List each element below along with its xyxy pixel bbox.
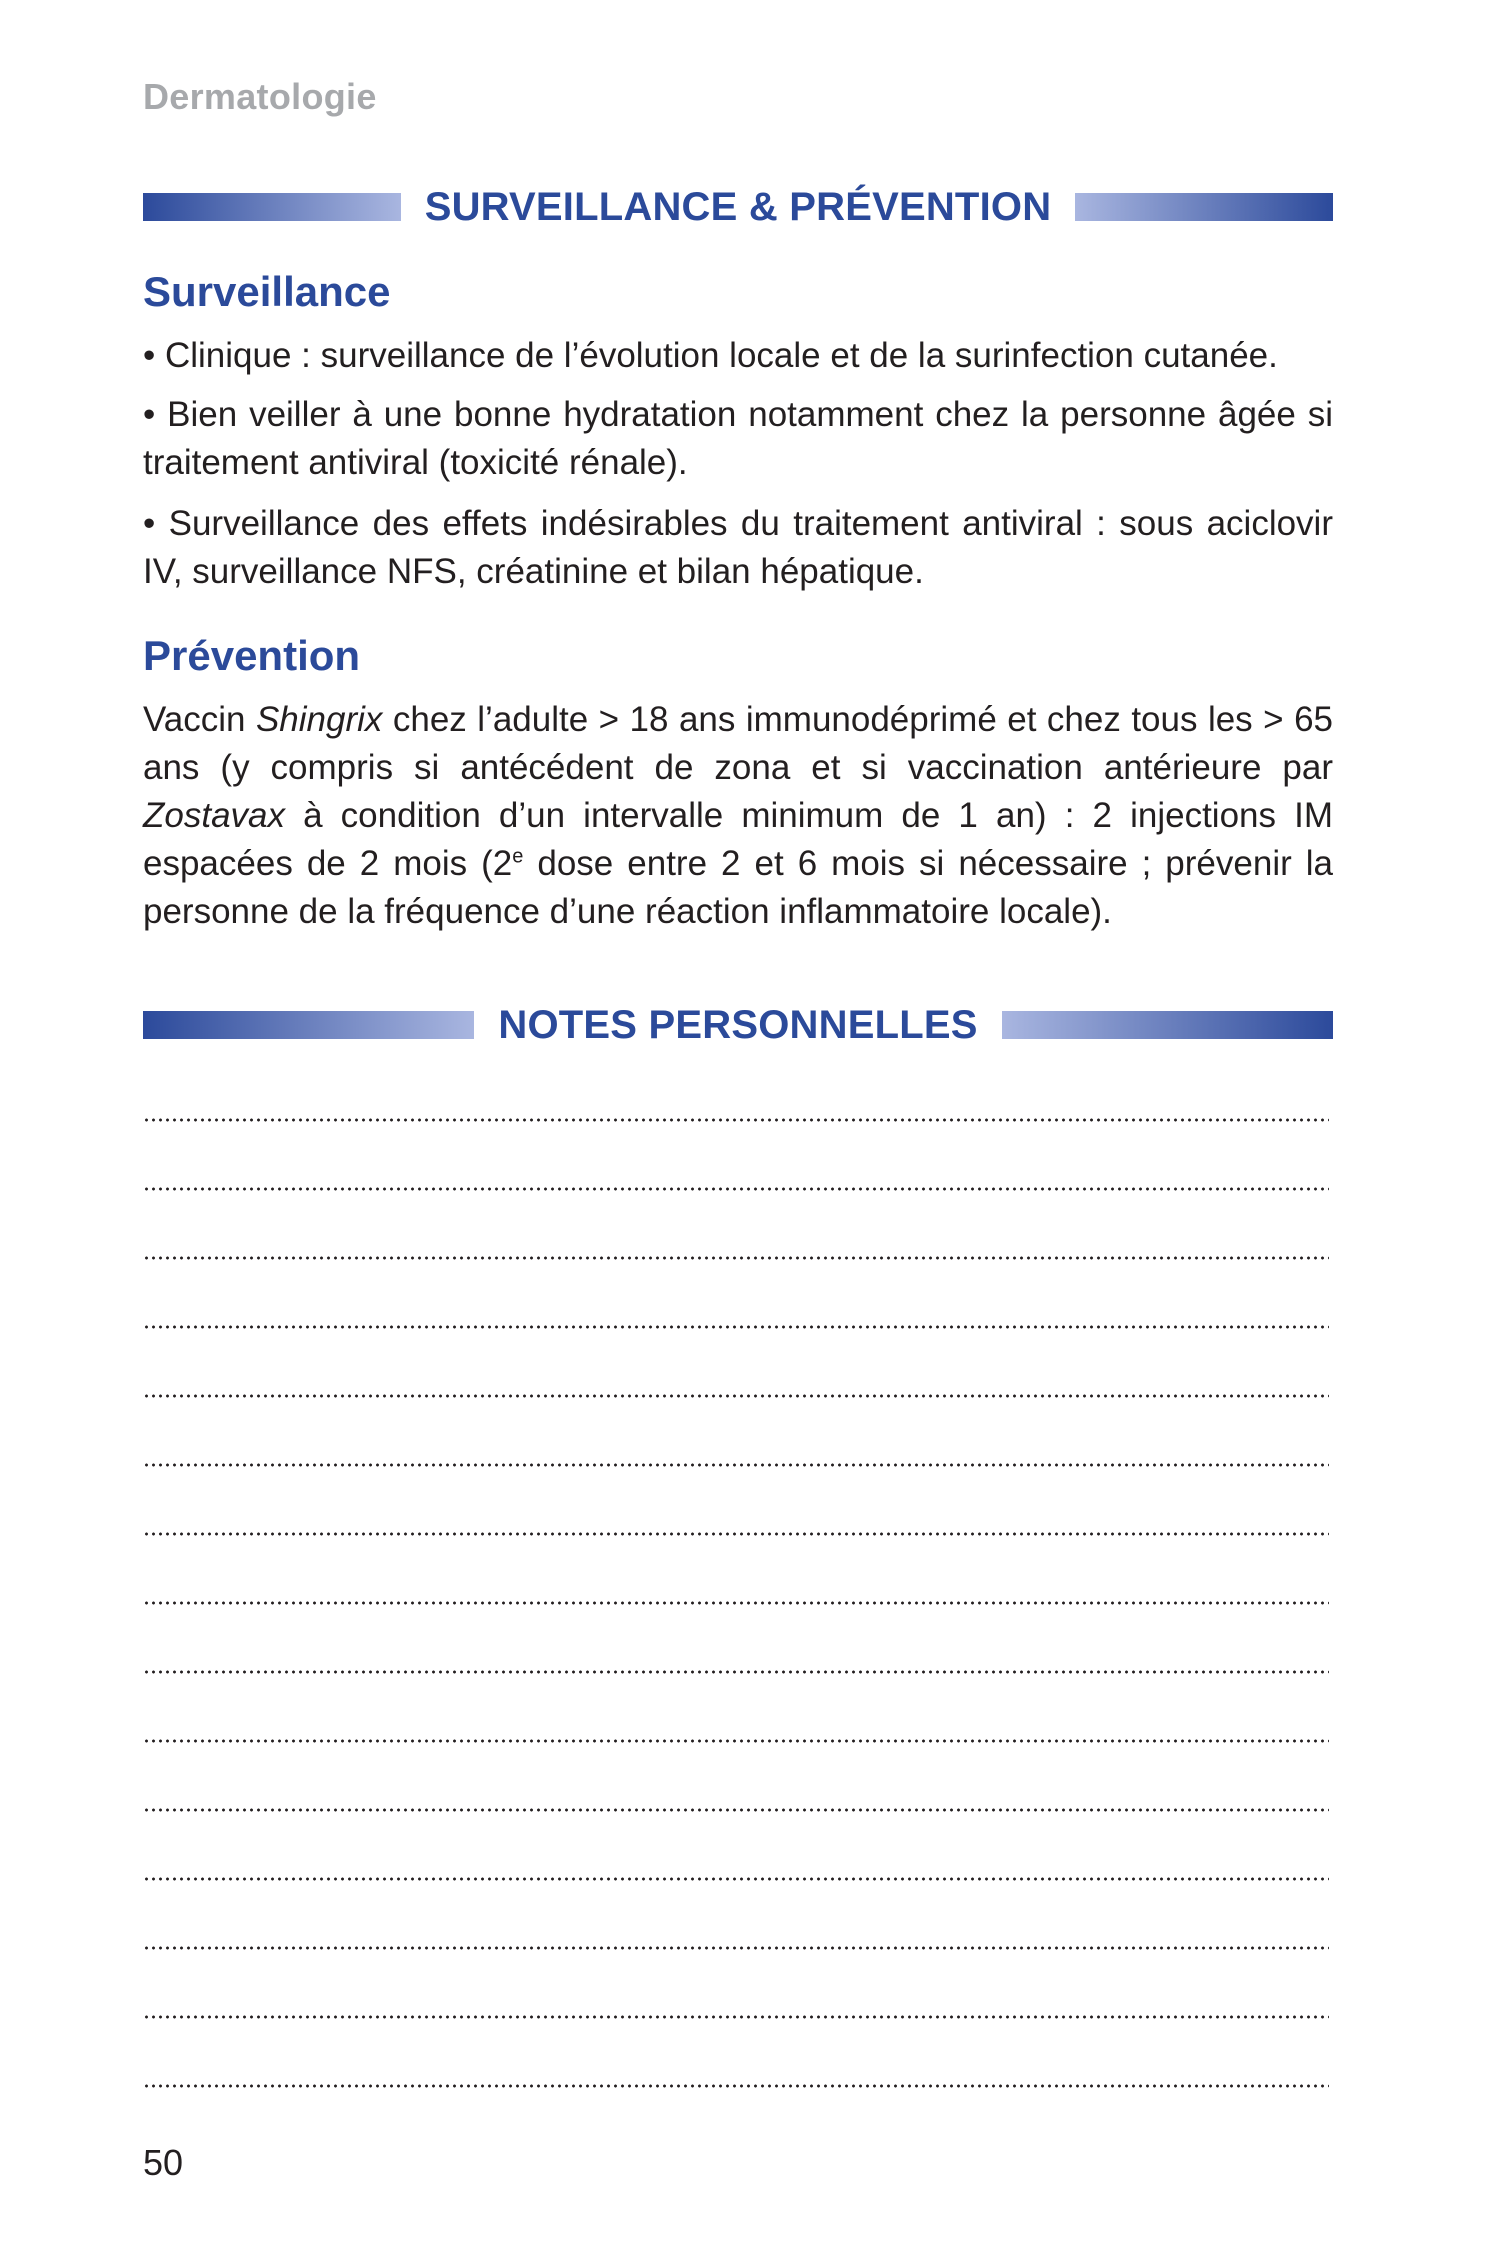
notes-dotted-line[interactable] [143, 2084, 1329, 2088]
notes-dotted-line[interactable] [143, 1532, 1329, 1536]
banner-bar-right [1075, 193, 1333, 221]
bullet-clinique: • Clinique : surveillance de l’évolution locale et de la surinfection cutanée. [143, 336, 1278, 375]
prevention-text-2: chez l’adulte > 18 ans immunodéprimé et chez tous les > 65 ans (y compris si antécédent de zona et si vaccination antérieure par [143, 700, 1333, 787]
notes-dotted-line[interactable] [143, 1187, 1329, 1191]
notes-dotted-line[interactable] [143, 1463, 1329, 1467]
notes-dotted-line[interactable] [143, 1394, 1329, 1398]
notes-dotted-line[interactable] [143, 1118, 1329, 1122]
page-number: 50 [143, 2142, 184, 2183]
prevention-text-4: dose entre 2 et 6 mois si nécessaire ; prévenir la personne de la fréquence d’une réaction inflammatoire locale). [143, 844, 1334, 931]
notes-dotted-line[interactable] [143, 1256, 1329, 1260]
notes-dotted-line[interactable] [143, 1325, 1329, 1329]
bullet-hydratation: • Bien veiller à une bonne hydratation notamment chez la personne âgée si traitement antiviral (toxicité rénale). [143, 395, 1333, 482]
notes-dotted-line[interactable] [143, 1739, 1329, 1743]
banner-bar-right [1002, 1011, 1333, 1039]
section-title: SURVEILLANCE & PRÉVENTION [424, 184, 1052, 229]
running-head: Dermatologie [143, 76, 377, 117]
vaccine-name-shingrix: Shingrix [255, 700, 383, 739]
section-title: NOTES PERSONNELLES [498, 1002, 978, 1047]
banner-bar-left [143, 1011, 474, 1039]
ordinal-superscript: e [512, 845, 524, 868]
notes-dotted-line[interactable] [143, 1946, 1329, 1950]
notes-dotted-line[interactable] [143, 2015, 1329, 2019]
vaccine-name-zostavax: Zostavax [143, 796, 285, 835]
notes-dotted-line[interactable] [143, 1808, 1329, 1812]
notes-dotted-line[interactable] [143, 1670, 1329, 1674]
notes-dotted-line[interactable] [143, 1601, 1329, 1605]
section-banner-surveillance-prevention [143, 182, 1333, 232]
prevention-text-3: à condition d’un intervalle minimum de 1 an) : 2 injections IM espacées de 2 mois (2 [143, 796, 1333, 883]
prevention-text-1: Vaccin [143, 700, 256, 739]
section-banner-notes-personnelles [143, 1000, 1333, 1050]
banner-bar-left [143, 193, 401, 221]
notes-dotted-line[interactable] [143, 1877, 1329, 1881]
prevention-paragraph [143, 696, 1333, 936]
heading-prevention: Prévention [143, 632, 361, 679]
bullet-effets-indesirables: • Surveillance des effets indésirables du traitement antiviral : sous aciclovir IV, surveillance NFS, créatinine et bilan hépatique. [143, 504, 1333, 591]
heading-surveillance: Surveillance [143, 268, 391, 315]
